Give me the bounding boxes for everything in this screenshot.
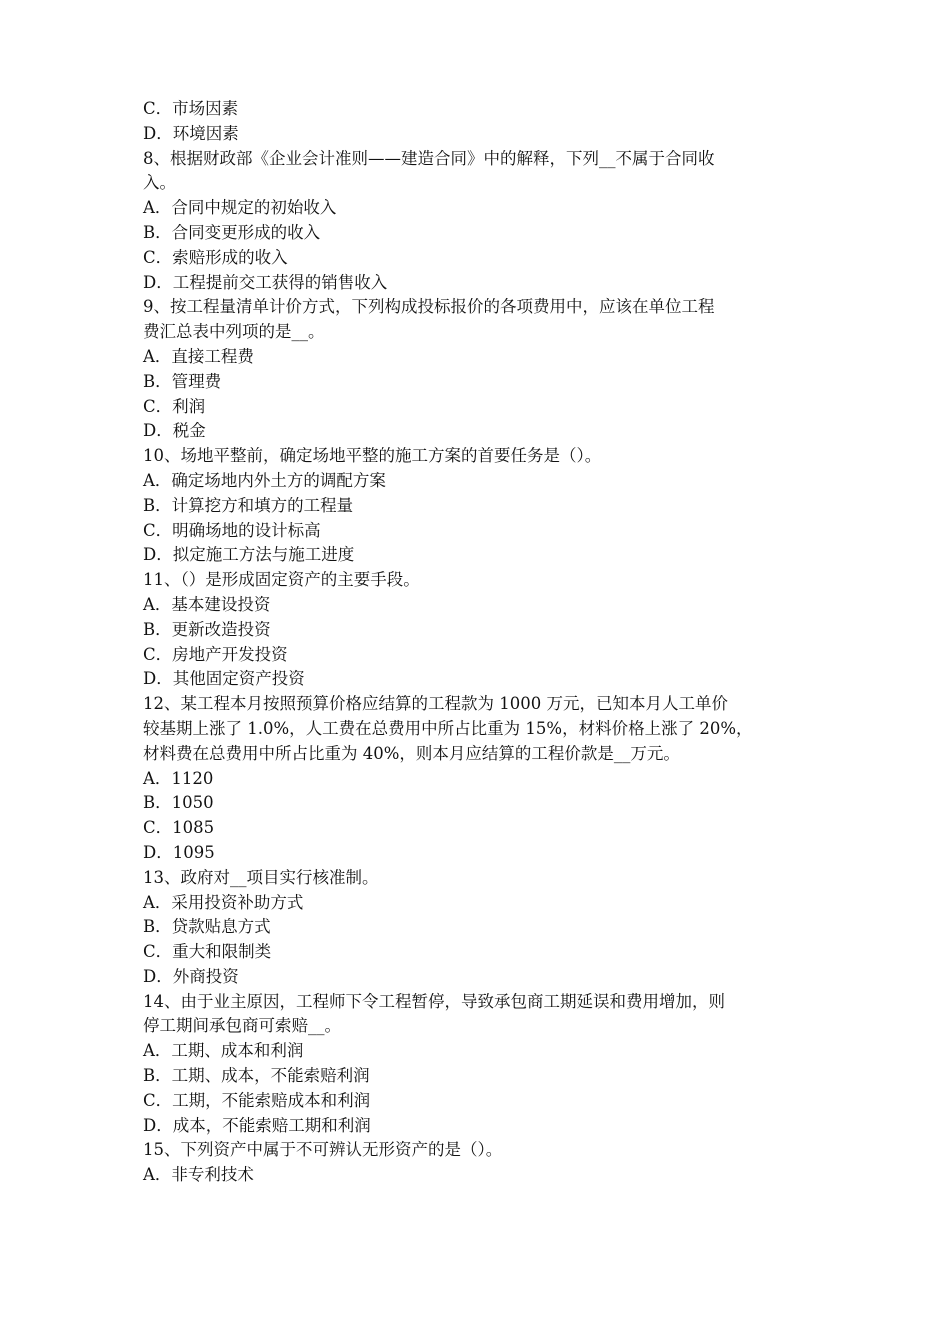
option-line: A．基本建设投资 (143, 594, 271, 614)
question-line: 较基期上涨了 1.0%，人工费在总费用中所占比重为 15%，材料价格上涨了 20%， (143, 718, 753, 738)
question-line: 13、政府对__项目实行核准制。 (143, 867, 379, 887)
question-line: 14、由于业主原因，工程师下令工程暂停，导致承包商工期延误和费用增加，则 (143, 991, 725, 1011)
question-line: 15、下列资产中属于不可辨认无形资产的是（）。 (143, 1140, 503, 1160)
question-line: 入。 (143, 173, 176, 193)
question-line: 12、某工程本月按照预算价格应结算的工程款为 1000 万元，已知本月人工单价 (143, 694, 728, 714)
question-line: 停工期间承包商可索赔__。 (143, 1016, 341, 1036)
option-line: B．1050 (143, 793, 214, 813)
option-line: D．其他固定资产投资 (143, 669, 305, 689)
option-line: D．外商投资 (143, 966, 239, 986)
option-line: A．合同中规定的初始收入 (143, 198, 337, 218)
question-line: 8、根据财政部《企业会计准则——建造合同》中的解释，下列__不属于合同收 (143, 148, 715, 168)
option-line: B．更新改造投资 (143, 619, 271, 639)
option-line: B．计算挖方和填方的工程量 (143, 495, 354, 515)
option-line: A．确定场地内外土方的调配方案 (143, 470, 386, 490)
option-line: C．明确场地的设计标高 (143, 520, 321, 540)
option-line: D．税金 (143, 421, 206, 441)
question-line: 10、场地平整前，确定场地平整的施工方案的首要任务是（）。 (143, 446, 602, 466)
option-line: D．拟定施工方法与施工进度 (143, 545, 355, 565)
question-line: 9、按工程量清单计价方式，下列构成投标报价的各项费用中，应该在单位工程 (143, 297, 715, 317)
option-line: C．重大和限制类 (143, 942, 272, 962)
option-line: D．1095 (143, 842, 215, 862)
option-line: A．工期、成本和利润 (143, 1041, 304, 1061)
option-line: C．1085 (143, 818, 215, 838)
option-line: A．采用投资补助方式 (143, 892, 304, 912)
document-page (143, 97, 818, 1188)
question-line: 材料费在总费用中所占比重为 40%，则本月应结算的工程价款是__万元。 (143, 743, 680, 763)
option-line: A．1120 (143, 768, 214, 788)
option-line: A．非专利技术 (143, 1165, 254, 1185)
option-line: C．工期，不能索赔成本和利润 (143, 1090, 371, 1110)
option-line: C．房地产开发投资 (143, 644, 288, 664)
option-line: B．贷款贴息方式 (143, 917, 271, 937)
option-line: B．管理费 (143, 371, 222, 391)
question-line: 费汇总表中列项的是__。 (143, 322, 325, 342)
option-line: B．合同变更形成的收入 (143, 222, 321, 242)
option-line: C．索赔形成的收入 (143, 247, 288, 267)
option-line: D．成本，不能索赔工期和利润 (143, 1115, 371, 1135)
option-line: C．市场因素 (143, 99, 239, 118)
option-line: A．直接工程费 (143, 346, 254, 366)
question-line: 11、（）是形成固定资产的主要手段。 (143, 570, 420, 590)
option-line: D．环境因素 (143, 123, 239, 143)
option-line: C．利润 (143, 396, 206, 416)
option-line: B．工期、成本，不能索赔利润 (143, 1066, 370, 1086)
option-line: D．工程提前交工获得的销售收入 (143, 272, 388, 292)
